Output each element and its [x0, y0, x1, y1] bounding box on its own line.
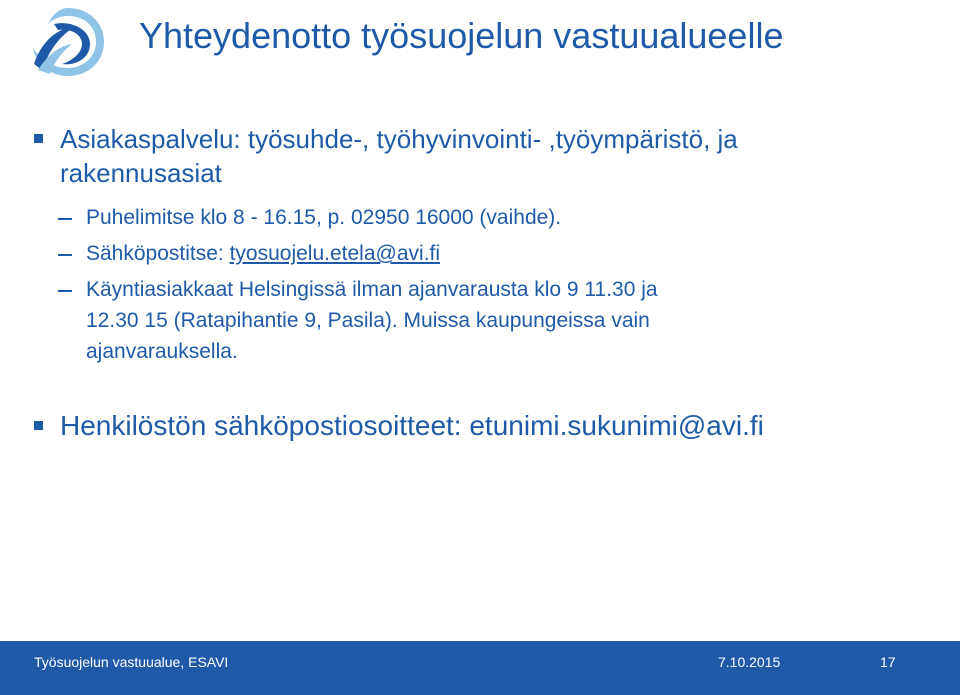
subitem-phone — [58, 202, 920, 234]
subitem-text-line: Käyntiasiakkaat Helsingissä ilman ajanvarausta klo 9 11.30 ja — [86, 278, 658, 301]
avi-logo-icon — [28, 4, 108, 80]
slide-title: Yhteydenotto työsuojelun vastuualueelle — [139, 15, 784, 56]
subitem-text-line: ajanvarauksella. — [86, 340, 238, 363]
footer-label: Työsuojelun vastuualue, ESAVI — [34, 654, 229, 670]
subitem-text: Puhelimitse klo 8 - 16.15, p. 02950 16000 (vaihde). — [86, 206, 562, 229]
bullet-staff-email — [34, 409, 920, 445]
square-bullet-icon — [34, 421, 43, 430]
dash-bullet-icon — [58, 218, 72, 220]
slide-footer — [0, 641, 960, 695]
email-link[interactable]: tyosuojelu.etela@avi.fi — [229, 242, 441, 265]
square-bullet-icon — [34, 134, 43, 143]
bullet-customer-service — [34, 122, 920, 192]
footer-page-number: 17 — [880, 654, 896, 670]
subitem-email — [58, 238, 920, 270]
bullet-text: Henkilöstön sähköpostiosoitteet: etunimi.sukunimi@avi.fi — [60, 410, 764, 441]
email-label: Sähköpostitse: — [86, 242, 230, 265]
bullet-text-line: Asiakaspalvelu: työsuhde-, työhyvinvointi- ,työympäristö, ja — [60, 124, 738, 154]
bullet-text-line: rakennusasiat — [60, 158, 222, 188]
dash-bullet-icon — [58, 290, 72, 292]
subitem-text-line: 12.30 15 (Ratapihantie 9, Pasila). Muissa kaupungeissa vain — [86, 309, 650, 332]
footer-date: 7.10.2015 — [718, 654, 781, 670]
dash-bullet-icon — [58, 254, 72, 256]
subitem-visitors — [58, 274, 920, 370]
